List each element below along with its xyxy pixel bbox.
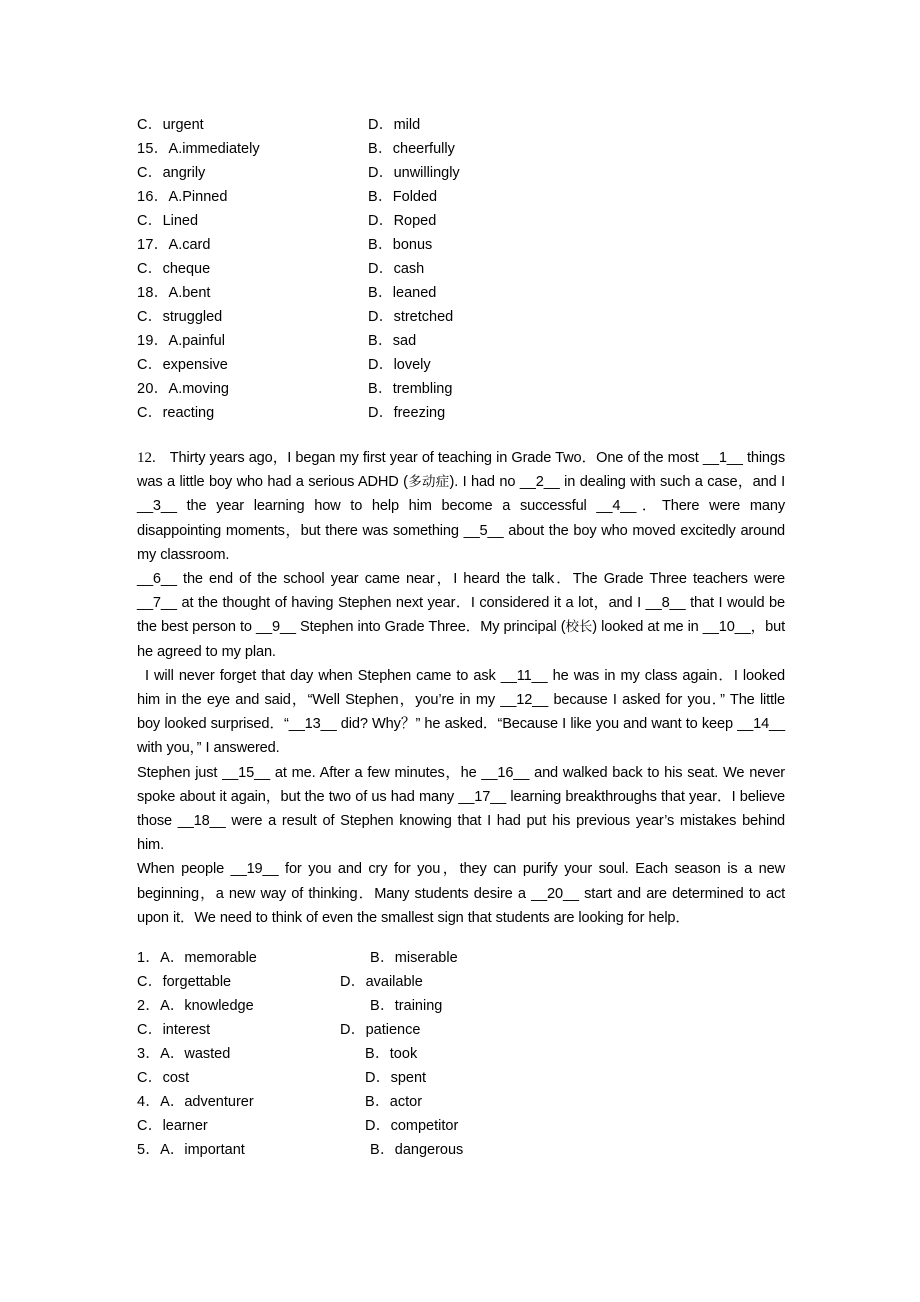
answer-blank[interactable]: __8__ — [645, 595, 686, 612]
option-text: learner — [162, 1118, 208, 1135]
option-label: D． — [368, 405, 394, 421]
option-choice-right[interactable] — [368, 233, 432, 257]
option-choice-left[interactable] — [137, 1066, 189, 1090]
option-label: C． — [137, 1022, 163, 1039]
passage-text: ，but he agreed to my plan. — [137, 619, 785, 660]
option-text: A.painful — [168, 333, 225, 349]
option-text: angrily — [162, 165, 206, 181]
option-choice-right[interactable] — [368, 329, 416, 353]
passage-text: about the boy who moved excitedly around my classroom. — [137, 522, 785, 563]
chinese-gloss: 多动症 — [407, 474, 450, 491]
answer-blank[interactable]: __5__ — [463, 522, 504, 539]
option-label: B． — [365, 1046, 390, 1063]
answer-blank[interactable]: __7__ — [137, 595, 177, 612]
answer-blank[interactable]: __2__ — [519, 474, 560, 491]
passage-paragraph — [137, 857, 785, 930]
option-label: D． — [340, 1022, 366, 1039]
option-text: unwillingly — [393, 165, 460, 181]
passage-text: for you and cry for you，they can purify your soul. Each season is a new beginning，a new way of thinking．Many students desire a — [137, 861, 785, 902]
option-label: D． — [340, 974, 366, 991]
option-label: C． — [137, 1070, 163, 1087]
passage-text: start and are determined to act upon it．We need to think of even the smallest sign that students are looking for help． — [137, 885, 785, 926]
passage-text: with you，” I answered. — [137, 740, 280, 757]
option-choice-left[interactable] — [137, 233, 210, 257]
option-row — [137, 137, 785, 161]
option-choice-right[interactable] — [368, 257, 424, 281]
option-text: competitor — [390, 1118, 459, 1135]
passage-text: the year learning how to help him become a successful — [176, 498, 597, 515]
option-row — [137, 329, 785, 353]
option-label: D． — [368, 309, 394, 325]
option-text: trembling — [392, 381, 453, 397]
option-text: A.card — [168, 237, 211, 253]
answer-blank[interactable]: __13__ — [288, 716, 337, 733]
option-choice-right[interactable] — [370, 1138, 463, 1162]
option-row — [137, 257, 785, 281]
option-text: dangerous — [394, 1142, 464, 1159]
passage-text: because I asked for you．” The little boy looked surprised．“ — [137, 692, 785, 733]
option-label: 3． — [137, 1046, 161, 1063]
option-text: Folded — [392, 189, 438, 205]
answer-blank[interactable]: __9__ — [256, 619, 296, 636]
multiple-choice-options-top — [137, 113, 785, 425]
option-label: B． — [370, 950, 395, 967]
option-label: 20． — [137, 381, 169, 397]
option-text: bonus — [392, 237, 433, 253]
option-row — [137, 281, 785, 305]
answer-blank[interactable]: __3__ — [137, 498, 177, 515]
answer-blank[interactable]: __1__ — [702, 450, 743, 466]
option-choice-right[interactable] — [370, 994, 442, 1018]
option-text: cheque — [162, 261, 211, 277]
passage-text: were a result of Stephen knowing that I had put his previous year’s mistakes behind him. — [137, 813, 785, 854]
option-row — [137, 1066, 785, 1090]
option-label: C． — [137, 405, 163, 421]
option-choice-right[interactable] — [340, 1018, 420, 1042]
option-label: C． — [137, 309, 163, 325]
option-choice-left[interactable] — [137, 305, 222, 329]
option-label: B． — [368, 285, 393, 301]
option-label: 16． — [137, 189, 169, 205]
option-text: expensive — [162, 357, 228, 373]
option-row — [137, 161, 785, 185]
option-row — [137, 970, 785, 994]
option-label: C． — [137, 1118, 163, 1135]
option-text: cash — [393, 261, 425, 277]
option-label: D． — [368, 261, 394, 277]
answer-blank[interactable]: __18__ — [177, 813, 226, 830]
option-choice-right[interactable] — [368, 113, 420, 137]
option-text: reacting — [162, 405, 215, 421]
option-label: D． — [365, 1070, 391, 1087]
option-choice-right[interactable] — [368, 353, 431, 377]
page-content — [137, 113, 785, 1162]
option-label: C． — [137, 117, 163, 133]
passage-text: did? Why？” he asked．“Because I like you and want to keep — [336, 716, 738, 733]
multiple-choice-options-bottom — [137, 946, 785, 1162]
option-choice-right[interactable] — [340, 970, 423, 994]
option-text: training — [394, 998, 443, 1015]
option-row — [137, 1138, 785, 1162]
option-text: A.Pinned — [168, 189, 228, 205]
passage-text: Stephen just — [137, 764, 223, 781]
option-choice-right[interactable] — [365, 1090, 422, 1114]
option-label: D． — [368, 213, 394, 229]
option-choice-right[interactable] — [368, 209, 436, 233]
option-row — [137, 946, 785, 970]
option-label: 4． — [137, 1094, 161, 1111]
option-text: stretched — [393, 309, 454, 325]
cloze-passage — [137, 446, 785, 930]
answer-blank[interactable]: __14__ — [737, 716, 785, 733]
option-row — [137, 401, 785, 425]
option-label: C． — [137, 165, 163, 181]
chinese-gloss: 校长 — [565, 619, 593, 636]
passage-paragraph — [137, 446, 785, 567]
option-text: lovely — [393, 357, 431, 373]
passage-text: that I would be the best person to — [137, 595, 785, 636]
option-text: A．memorable — [160, 950, 257, 967]
option-choice-right[interactable] — [368, 281, 436, 305]
option-text: A.moving — [168, 381, 229, 397]
option-choice-left[interactable] — [137, 1114, 208, 1138]
option-row — [137, 377, 785, 401]
option-choice-left[interactable] — [137, 970, 231, 994]
option-row — [137, 185, 785, 209]
option-text: urgent — [162, 117, 204, 133]
option-label: B． — [370, 998, 395, 1015]
option-text: A．knowledge — [160, 998, 254, 1015]
option-text: spent — [390, 1070, 427, 1087]
option-choice-right[interactable] — [365, 1042, 417, 1066]
option-choice-left[interactable] — [137, 113, 204, 137]
option-choice-left[interactable] — [137, 329, 225, 353]
option-label: C． — [137, 261, 163, 277]
option-row — [137, 209, 785, 233]
option-choice-right[interactable] — [370, 946, 458, 970]
option-text: cheerfully — [392, 141, 455, 157]
option-choice-left[interactable] — [137, 401, 214, 425]
option-label: D． — [368, 165, 394, 181]
option-row — [137, 994, 785, 1018]
option-row — [137, 1114, 785, 1138]
passage-text: ). I had no — [449, 474, 520, 491]
passage-text: in dealing with such a case，and I — [559, 474, 785, 491]
option-choice-left[interactable] — [137, 1042, 230, 1066]
option-text: freezing — [393, 405, 446, 421]
option-label: D． — [365, 1118, 391, 1135]
option-label: B． — [368, 333, 393, 349]
option-text: sad — [392, 333, 417, 349]
answer-blank[interactable]: __15__ — [222, 764, 271, 781]
option-choice-left[interactable] — [137, 994, 254, 1018]
option-choice-left[interactable] — [137, 209, 198, 233]
option-choice-right[interactable] — [368, 401, 445, 425]
option-choice-right[interactable] — [368, 137, 455, 161]
option-text: A．important — [160, 1142, 245, 1159]
option-label: 18． — [137, 285, 169, 301]
option-row — [137, 1018, 785, 1042]
answer-blank[interactable]: __11__ — [500, 667, 548, 684]
option-row — [137, 353, 785, 377]
option-text: interest — [162, 1022, 211, 1039]
option-choice-right[interactable] — [368, 377, 452, 401]
passage-paragraph — [137, 664, 785, 761]
answer-blank[interactable]: __4__ — [596, 498, 637, 515]
passage-paragraph — [137, 567, 785, 664]
option-label: C． — [137, 213, 163, 229]
option-row — [137, 113, 785, 137]
passage-text: Thirty years ago，I began my first year of teaching in Grade Two．One of the most — [169, 450, 703, 466]
option-choice-right[interactable] — [368, 185, 437, 209]
option-choice-left[interactable] — [137, 353, 228, 377]
option-text: took — [389, 1046, 418, 1063]
option-text: forgettable — [162, 974, 232, 991]
option-choice-left[interactable] — [137, 377, 229, 401]
option-row — [137, 1090, 785, 1114]
passage-text: ) looked at me in — [592, 619, 703, 636]
option-label: B． — [368, 237, 393, 253]
option-label: B． — [368, 141, 393, 157]
option-label: C． — [137, 974, 163, 991]
option-text: mild — [393, 117, 421, 133]
passage-text: When people — [137, 861, 231, 878]
option-choice-left[interactable] — [137, 1138, 245, 1162]
option-text: miserable — [394, 950, 458, 967]
option-row — [137, 1042, 785, 1066]
option-text: A.immediately — [168, 141, 260, 157]
passage-text: and walked back to his seat. We never spoke about it again，but the two of us had many — [137, 764, 785, 805]
option-text: cost — [162, 1070, 190, 1087]
option-label: 2． — [137, 998, 161, 1015]
passage-text: at me. After a few minutes，he — [270, 764, 482, 781]
option-row — [137, 305, 785, 329]
option-choice-right[interactable] — [368, 161, 460, 185]
passage-text: I will never forget that day when Stephen came to ask — [145, 667, 501, 684]
option-choice-left[interactable] — [137, 161, 205, 185]
option-text: Lined — [162, 213, 199, 229]
passage-number: 12. — [137, 450, 156, 466]
option-choice-right[interactable] — [368, 305, 453, 329]
option-choice-right[interactable] — [365, 1114, 458, 1138]
option-choice-left[interactable] — [137, 1090, 254, 1114]
answer-blank[interactable]: __6__ — [137, 571, 177, 588]
answer-blank[interactable]: __10__ — [702, 619, 751, 636]
passage-text: the end of the school year came near，I heard the talk．The Grade Three teachers were — [176, 571, 785, 588]
option-label: 15． — [137, 141, 169, 157]
answer-blank[interactable]: __16__ — [481, 764, 530, 781]
option-label: C． — [137, 357, 163, 373]
option-label: 1． — [137, 950, 161, 967]
option-choice-left[interactable] — [137, 1018, 210, 1042]
option-label: 19． — [137, 333, 169, 349]
option-choice-left[interactable] — [137, 257, 210, 281]
passage-text: ．There were many disappointing moments，but there was something — [137, 498, 785, 539]
option-label: 5． — [137, 1142, 161, 1159]
answer-blank[interactable]: __19__ — [230, 861, 279, 878]
option-choice-right[interactable] — [365, 1066, 426, 1090]
option-choice-left[interactable] — [137, 137, 260, 161]
option-label: D． — [368, 357, 394, 373]
option-text: actor — [389, 1094, 423, 1111]
option-text: Roped — [393, 213, 437, 229]
option-label: B． — [368, 189, 393, 205]
answer-blank[interactable]: __17__ — [458, 788, 507, 805]
passage-text: at the thought of having Stephen next year．I considered it a lot，and I — [176, 595, 646, 612]
passage-text: he was in my class again．I looked him in the eye and said，“Well Stephen，you’re in my — [137, 667, 786, 709]
option-text: A．adventurer — [160, 1094, 254, 1111]
option-choice-left[interactable] — [137, 281, 210, 305]
option-text: available — [365, 974, 423, 991]
answer-blank[interactable]: __12__ — [500, 692, 549, 709]
passage-text: learning breakthroughs that year．I believe those — [137, 788, 785, 830]
option-text: leaned — [392, 285, 437, 301]
option-label: 17． — [137, 237, 169, 253]
passage-text: Stephen into Grade Three．My principal ( — [295, 619, 566, 636]
option-row — [137, 233, 785, 257]
passage-paragraph — [137, 761, 785, 858]
option-label: D． — [368, 117, 394, 133]
passage-text: things was a little boy who had a serious ADHD ( — [137, 450, 785, 491]
option-label: B． — [370, 1142, 395, 1159]
option-choice-left[interactable] — [137, 185, 227, 209]
option-label: B． — [365, 1094, 390, 1111]
option-choice-left[interactable] — [137, 946, 257, 970]
answer-blank[interactable]: __20__ — [531, 885, 579, 902]
option-label: B． — [368, 381, 393, 397]
option-text: struggled — [162, 309, 223, 325]
option-text: patience — [365, 1022, 421, 1039]
option-text: A.bent — [168, 285, 211, 301]
option-text: A．wasted — [160, 1046, 231, 1063]
